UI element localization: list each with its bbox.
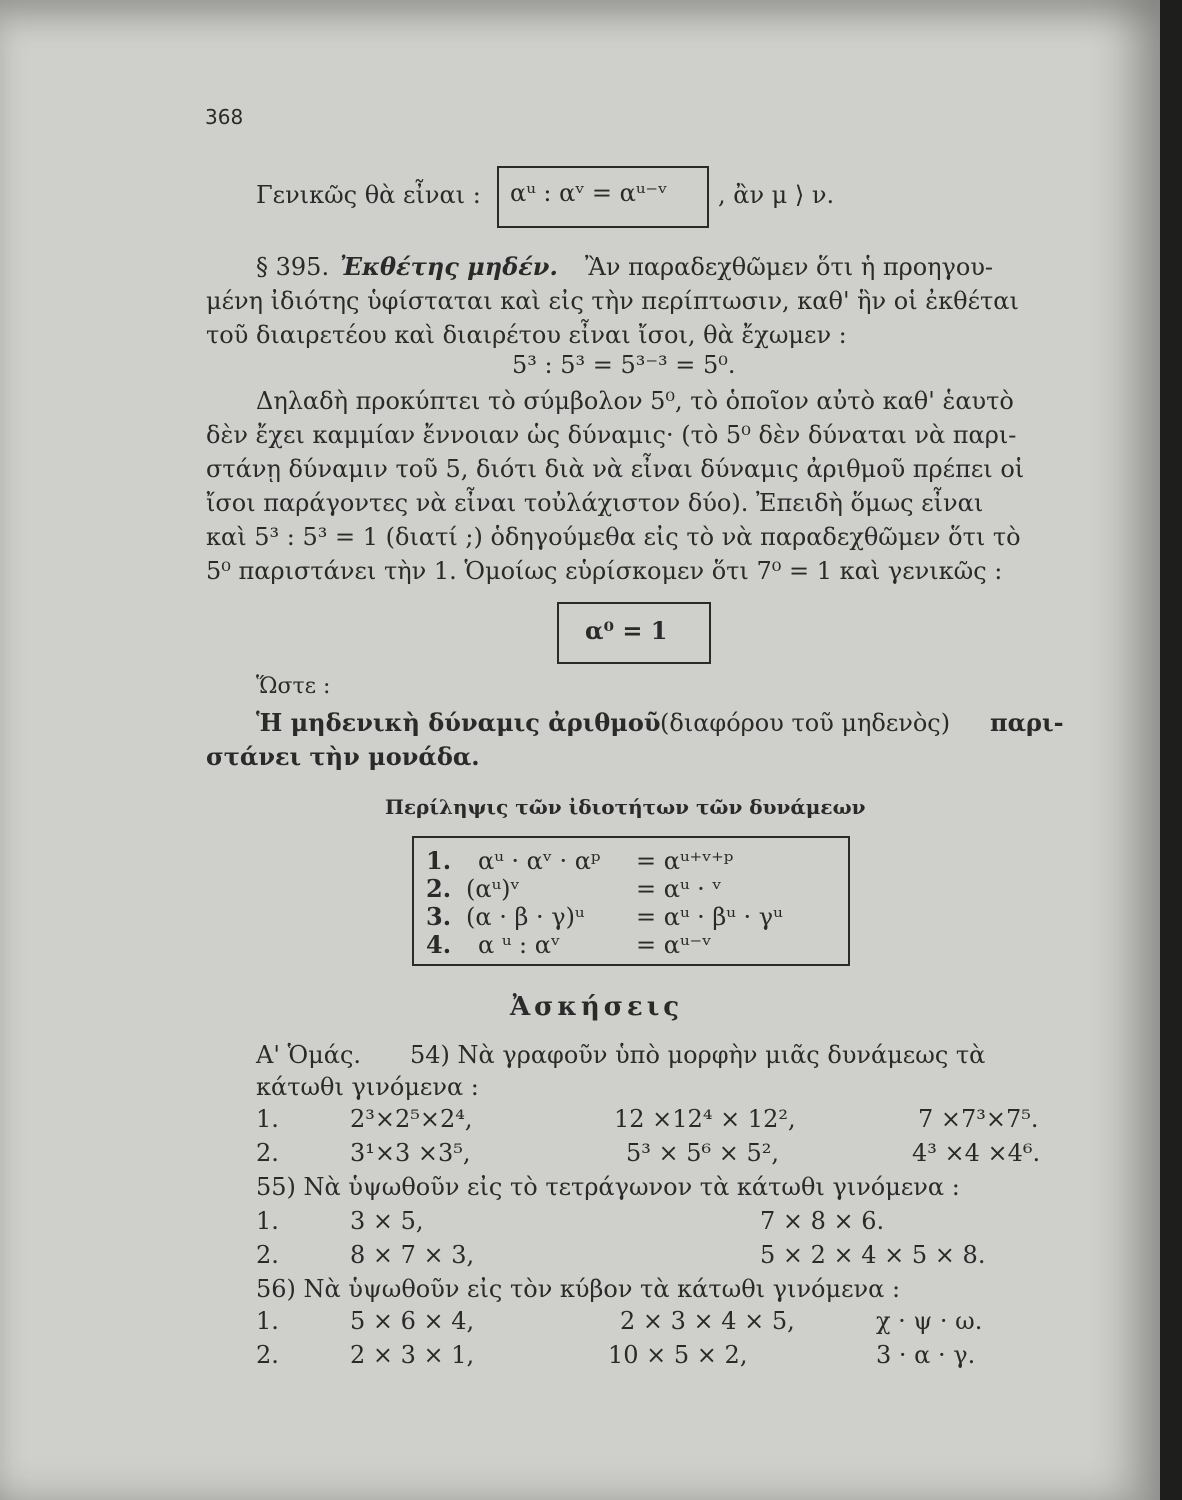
page-edge-shadow [1160, 0, 1182, 1500]
property-number: 4. [426, 930, 452, 959]
para-line: στάνῃ δύναμιν τοῦ 5, διότι διὰ νὰ εἶναι δύναμις ἀριθμοῦ πρέπει οἱ [206, 455, 1025, 483]
row-item: 10 × 5 × 2, [608, 1341, 748, 1369]
section-line-1: Ἂν παραδεχθῶμεν ὅτι ἡ προηγου- [585, 253, 994, 281]
row-item: 5 × 2 × 4 × 5 × 8. [760, 1241, 986, 1269]
para-line: δὲν ἔχει καμμίαν ἔννοιαν ὡς δύναμις· (τὸ 5⁰ δὲν δύναται νὰ παρι- [206, 421, 1017, 449]
rule-bold-start: Ἡ μηδενικὴ δύναμις ἀριθμοῦ [256, 708, 661, 737]
group-label: Α' Ὁμάς. [256, 1041, 362, 1069]
property-lhs: αᵘ · αᵛ · αᵖ [478, 847, 601, 875]
property-rhs: = αᵘ⁻ᵛ [636, 931, 712, 959]
row-item: 8 × 7 × 3, [350, 1241, 475, 1269]
row-index: 2. [256, 1139, 279, 1167]
exercise-54: 54) Νὰ γραφοῦν ὑπὸ μορφὴν μιᾶς δυνάμεως τὰ [410, 1041, 986, 1069]
section-heading: Ἐκθέτης μηδέν. [340, 252, 558, 281]
row-item: 2 × 3 × 1, [350, 1341, 475, 1369]
row-item: 3 × 5, [350, 1207, 424, 1235]
property-lhs: α ᵘ : αᵛ [478, 931, 560, 959]
row-item: χ · ψ · ω. [876, 1307, 983, 1335]
row-item: 2³×2⁵×2⁴, [350, 1105, 473, 1133]
para-line: 5⁰ παριστάνει τὴν 1. Ὁμοίως εὑρίσκομεν ὅτι 7⁰ = 1 καὶ γενικῶς : [206, 557, 1003, 585]
general-lead: Γενικῶς θὰ εἶναι : [256, 181, 481, 209]
row-index: 1. [256, 1105, 279, 1133]
property-rhs: = αᵘ · βᵘ · γᵘ [636, 903, 783, 931]
general-formula: αᵘ : αᵛ = αᵘ⁻ᵛ [510, 179, 668, 207]
property-number: 1. [426, 846, 452, 875]
row-index: 1. [256, 1307, 279, 1335]
row-index: 2. [256, 1241, 279, 1269]
para-line: καὶ 5³ : 5³ = 1 (διατί ;) ὁδηγούμεθα εἰς τὸ νὰ παραδεχθῶμεν ὅτι τὸ [206, 523, 1021, 551]
property-rhs: = αᵘ⁺ᵛ⁺ᵖ [636, 847, 734, 875]
row-item: 7 × 8 × 6. [760, 1207, 885, 1235]
exercise-55: 55) Νὰ ὑψωθοῦν εἰς τὸ τετράγωνον τὰ κάτωθι γινόμενα : [256, 1173, 960, 1201]
hoste-label: Ὥστε : [256, 674, 331, 699]
row-item: 5³ × 5⁶ × 5², [626, 1139, 780, 1167]
exercise-54-cont: κάτωθι γινόμενα : [256, 1073, 479, 1101]
row-item: 3 · α · γ. [876, 1341, 976, 1369]
rule-line-2: στάνει τὴν μονάδα. [206, 742, 480, 771]
rule-plain: (διαφόρου τοῦ μηδενὸς) [660, 709, 951, 737]
zero-formula: α⁰ = 1 [585, 616, 668, 645]
section-equation: 5³ : 5³ = 5³⁻³ = 5⁰. [512, 351, 736, 379]
rule-bold-end: παρι- [990, 708, 1064, 737]
property-lhs: (αᵘ)ᵛ [466, 875, 520, 903]
general-condition: , ἂν μ ⟩ ν. [718, 181, 835, 209]
page-number: 368 [205, 105, 244, 129]
property-lhs: (α · β · γ)ᵘ [466, 903, 585, 931]
property-number: 3. [426, 902, 452, 931]
para-line: ἴσοι παράγοντες νὰ εἶναι τοὐλάχιστον δύο). Ἐπειδὴ ὅμως εἶναι [206, 489, 984, 517]
section-line-2: μένη ἰδιότης ὑφίσταται καὶ εἰς τὴν περίπτωσιν, καθ' ἣν οἱ ἐκθέται [206, 287, 1019, 315]
row-item: 4³ ×4 ×4⁶. [912, 1139, 1041, 1167]
section-line-3: τοῦ διαιρετέου καὶ διαιρέτου εἶναι ἴσοι, θὰ ἔχωμεν : [206, 321, 847, 349]
row-index: 2. [256, 1341, 279, 1369]
section-number: § 395. [256, 253, 330, 281]
row-item: 7 ×7³×7⁵. [918, 1105, 1039, 1133]
row-item: 5 × 6 × 4, [350, 1307, 475, 1335]
row-item: 3¹×3 ×3⁵, [350, 1139, 471, 1167]
summary-title: Περίληψις τῶν ἰδιοτήτων τῶν δυνάμεων [385, 795, 866, 819]
property-rhs: = αᵘ · ᵛ [636, 875, 722, 903]
property-number: 2. [426, 874, 452, 903]
row-index: 1. [256, 1207, 279, 1235]
exercise-56: 56) Νὰ ὑψωθοῦν εἰς τὸν κύβον τὰ κάτωθι γινόμενα : [256, 1275, 901, 1303]
exercises-title: Ἀσκήσεις [510, 992, 684, 1022]
row-item: 2 × 3 × 4 × 5, [620, 1307, 795, 1335]
row-item: 12 ×12⁴ × 12², [614, 1105, 796, 1133]
para-line: Δηλαδὴ προκύπτει τὸ σύμβολον 5⁰, τὸ ὁποῖον αὐτὸ καθ' ἑαυτὸ [256, 387, 1014, 415]
